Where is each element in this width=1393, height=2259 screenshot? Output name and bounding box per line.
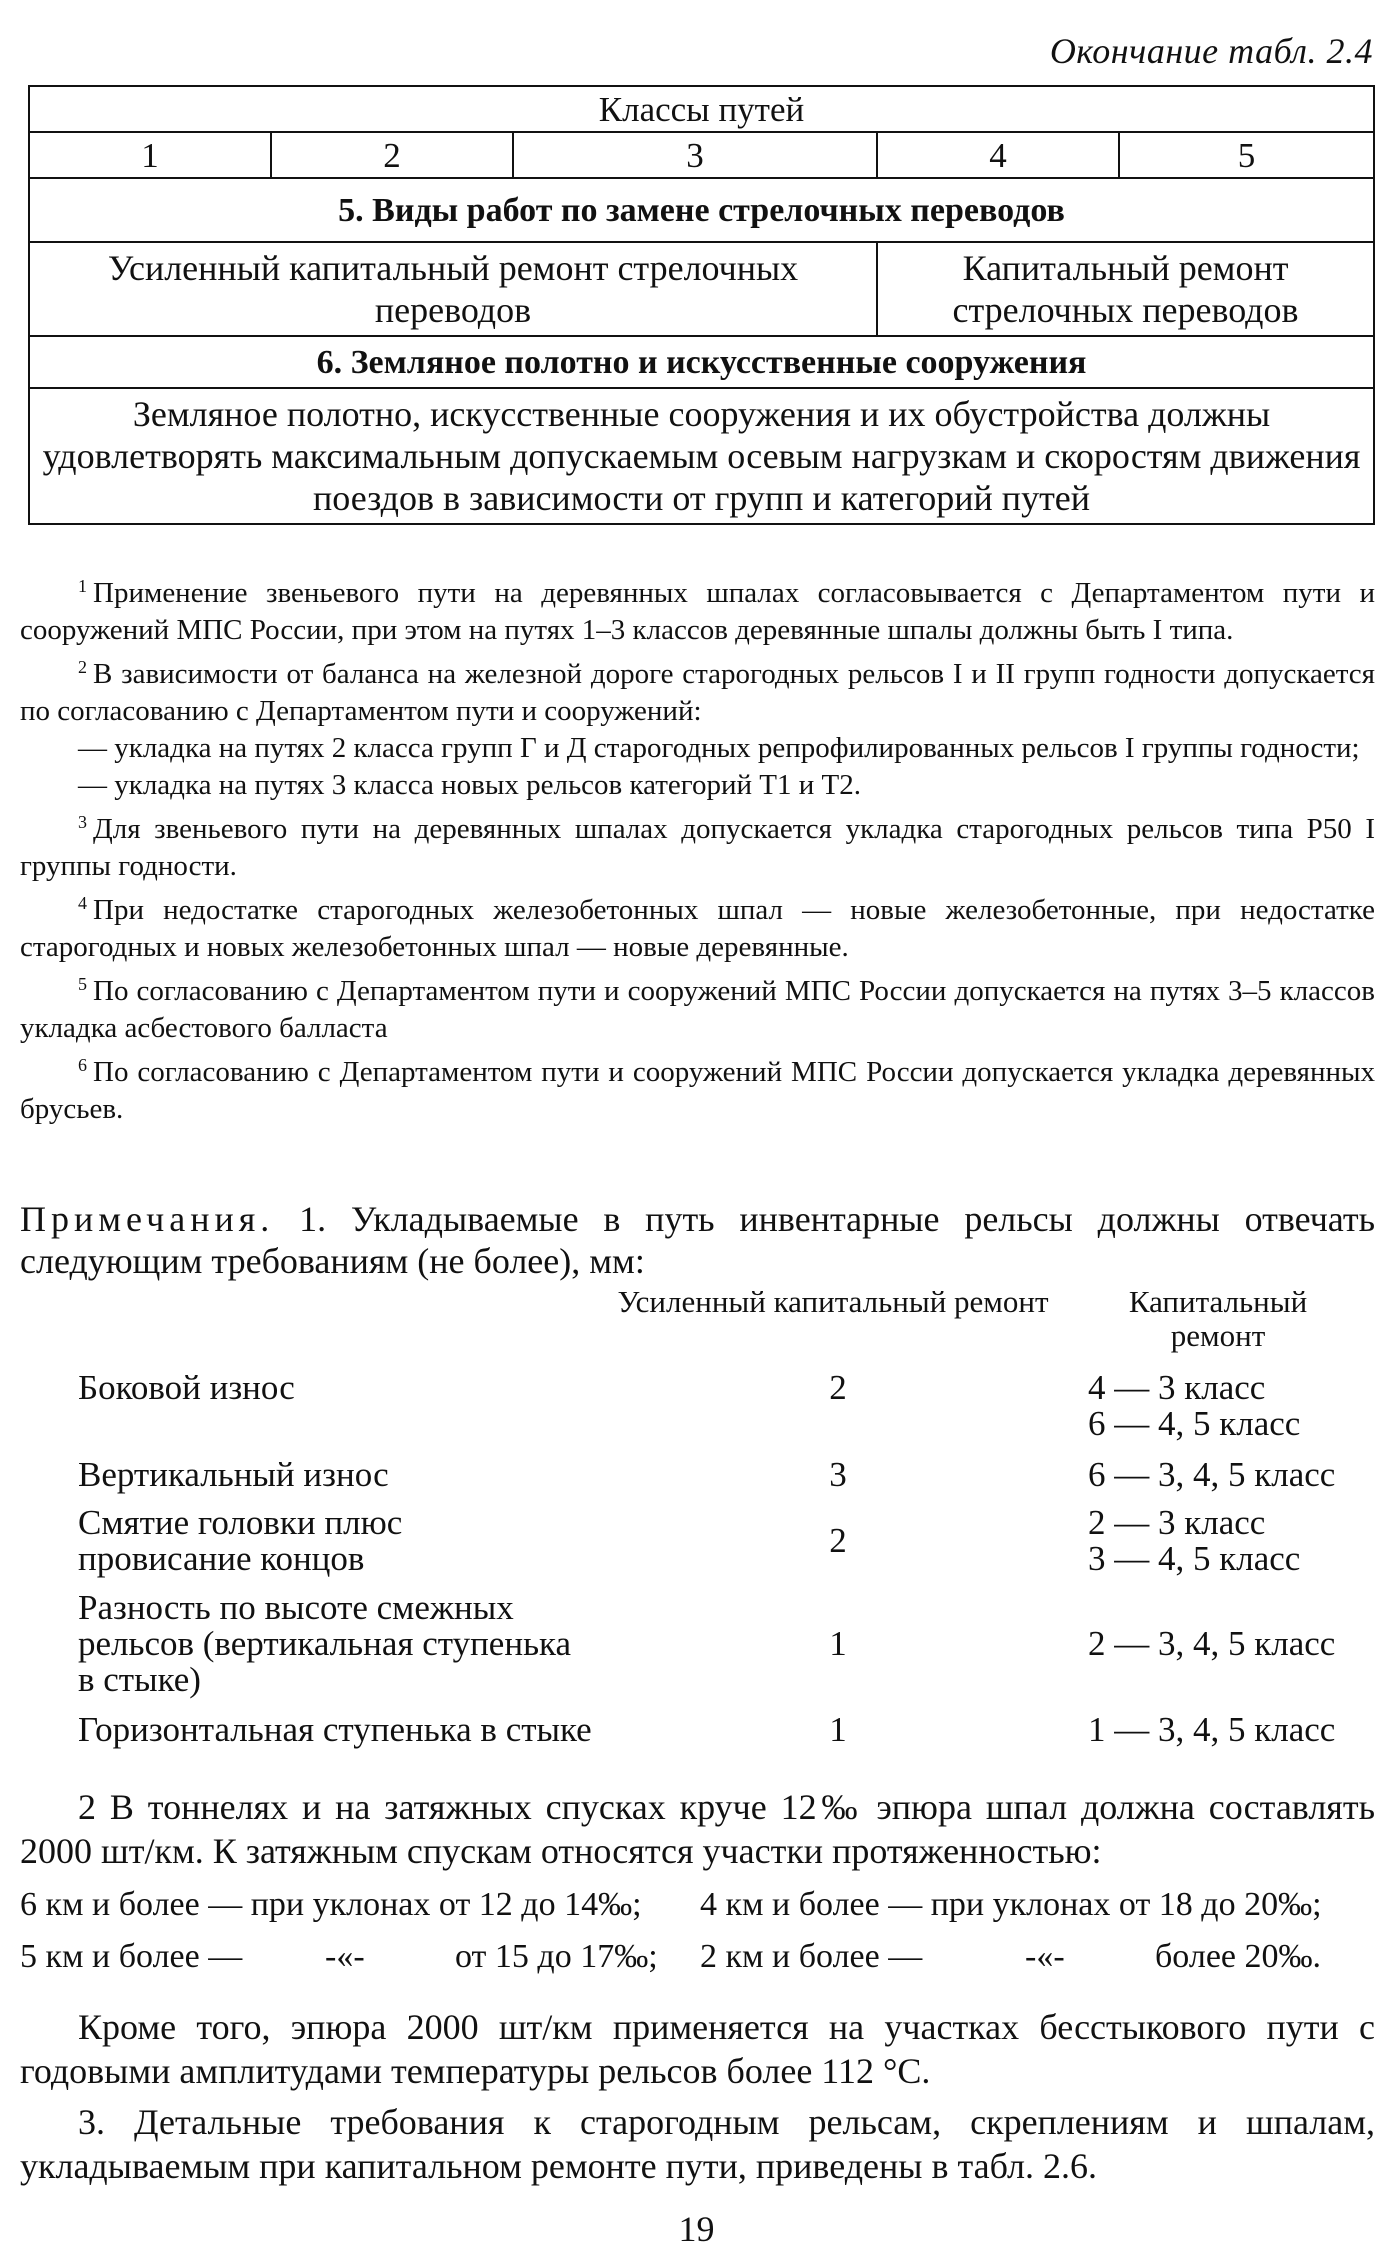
slope-item: 4 км и более — при уклонах от 18 до 20‰; (700, 1886, 1322, 1923)
requirement-name: Боковой износ (78, 1368, 295, 1407)
ditto-mark: -«- (1025, 1938, 1065, 1975)
requirement-name: Вертикальный износ (78, 1455, 389, 1494)
slope-item: 2 км и более — (700, 1938, 923, 1975)
slope-item: 6 км и более — при уклонах от 12 до 14‰; (20, 1886, 642, 1923)
capital-value: 2 — 3 класс 3 — 4, 5 класс (1088, 1503, 1301, 1578)
class-number: 1 (29, 132, 271, 178)
footnotes (20, 568, 1375, 1128)
capital-value: 4 — 3 класс 6 — 4, 5 класс (1088, 1368, 1301, 1443)
reinforced-value: 2 (829, 1521, 847, 1560)
footnote-3: $^3$ Для звеньевого пути на деревянных шпалах допускается укладка старогодных рельсов типа Р50 I группы годности. (20, 812, 1375, 882)
capital-value: 6 — 3, 4, 5 класс (1088, 1455, 1336, 1494)
slope-item: более 20‰. (1155, 1938, 1321, 1975)
footnote-6: $^6$ По согласованию с Департаментом пути и сооружений МПС России допускается укладка деревянных брусьев. (20, 1055, 1375, 1125)
section6-text: Земляное полотно, искусственные сооружения и их обустройства должны удовлетворять максимальным допускаемым осевым нагрузкам и скоростям движения поездов в зависимости от групп и категорий путей (29, 388, 1374, 524)
notes-label: Примечания. (20, 1199, 275, 1239)
continuation-title: Окончание табл. 2.4 (1049, 31, 1373, 71)
note-3: 3. Детальные требования к старогодным рельсам, скреплениям и шпалам, укладываемым при капитальном ремонте пути, приведены в табл. 2.6. (20, 2102, 1375, 2186)
footnote-2-item: — укладка на путях 3 класса новых рельсов категорий Т1 и Т2. (78, 769, 861, 801)
section5-title: 5. Виды работ по замене стрелочных переводов (29, 178, 1374, 242)
class-number: 3 (513, 132, 877, 178)
note-2: 2 В тоннелях и на затяжных спусках круче 12‰ эпюра шпал должна составлять 2000 шт/км. К затяжным спускам относятся участки протяженностью: (20, 1787, 1375, 1871)
section5-left-cell: Усиленный капитальный ремонт стрелочных переводов (29, 242, 877, 336)
table-header: Классы путей (29, 86, 1374, 132)
section6-title: 6. Земляное полотно и искусственные сооружения (29, 336, 1374, 388)
class-number: 2 (271, 132, 513, 178)
col-header-reinforced: Усиленный капитальный ремонт (617, 1284, 1049, 1319)
class-number: 5 (1119, 132, 1374, 178)
class-number: 4 (877, 132, 1119, 178)
note1-intro: 1. Укладываемые в путь инвентарные рельсы должны отвечать следующим требованиям (не более), мм: (20, 1199, 1375, 1281)
col-header-capital: Капитальный ремонт (1128, 1284, 1308, 1353)
reinforced-value: 1 (829, 1624, 847, 1663)
requirement-name: Горизонтальная ступенька в стыке (78, 1710, 592, 1749)
capital-value: 1 — 3, 4, 5 класс (1088, 1710, 1336, 1749)
slope-item: от 15 до 17‰; (455, 1938, 658, 1975)
section5-right-cell: Капитальный ремонт стрелочных переводов (877, 242, 1374, 336)
slope-item: 5 км и более — (20, 1938, 243, 1975)
reinforced-value: 3 (829, 1455, 847, 1494)
requirement-name: Смятие головки плюс провисание концов (78, 1503, 403, 1578)
footnote-2: $^2$ В зависимости от баланса на железной дороге старогодных рельсов I и II групп годности допускается по согласованию с Департаментом пути и сооружений: (20, 657, 1375, 727)
reinforced-value: 2 (829, 1368, 847, 1407)
capital-value: 2 — 3, 4, 5 класс (1088, 1624, 1336, 1663)
note-2-extra: Кроме того, эпюра 2000 шт/км применяется на участках бесстыкового пути с годовыми амплитудами температуры рельсов более 112 °С. (20, 2007, 1375, 2091)
track-classes-table (28, 85, 1375, 525)
requirement-name: Разность по высоте смежных рельсов (вертикальная ступенька в стыке) (78, 1588, 572, 1699)
footnote-1: $^1$ Применение звеньевого пути на деревянных шпалах согласовывается с Департаментом пути и сооружений МПС России, при этом на путях 1–3 классов деревянные шпалы должны быть I типа. (20, 576, 1375, 646)
reinforced-value: 1 (829, 1710, 847, 1749)
footnote-5: $^5$ По согласованию с Департаментом пути и сооружений МПС России допускается на путях 3–5 классов укладка асбестового балласта (20, 974, 1375, 1044)
notes-intro (20, 1198, 1375, 1282)
footnote-4: $^4$ При недостатке старогодных железобетонных шпал — новые железобетонные, при недостатке старогодных и новых железобетонных шпал — новые деревянные. (20, 893, 1375, 963)
page-number: 19 (678, 2209, 715, 2249)
ditto-mark: -«- (325, 1938, 365, 1975)
footnote-2-item: — укладка на путях 2 класса групп Г и Д старогодных репрофилированных рельсов I группы годности; (78, 732, 1360, 764)
